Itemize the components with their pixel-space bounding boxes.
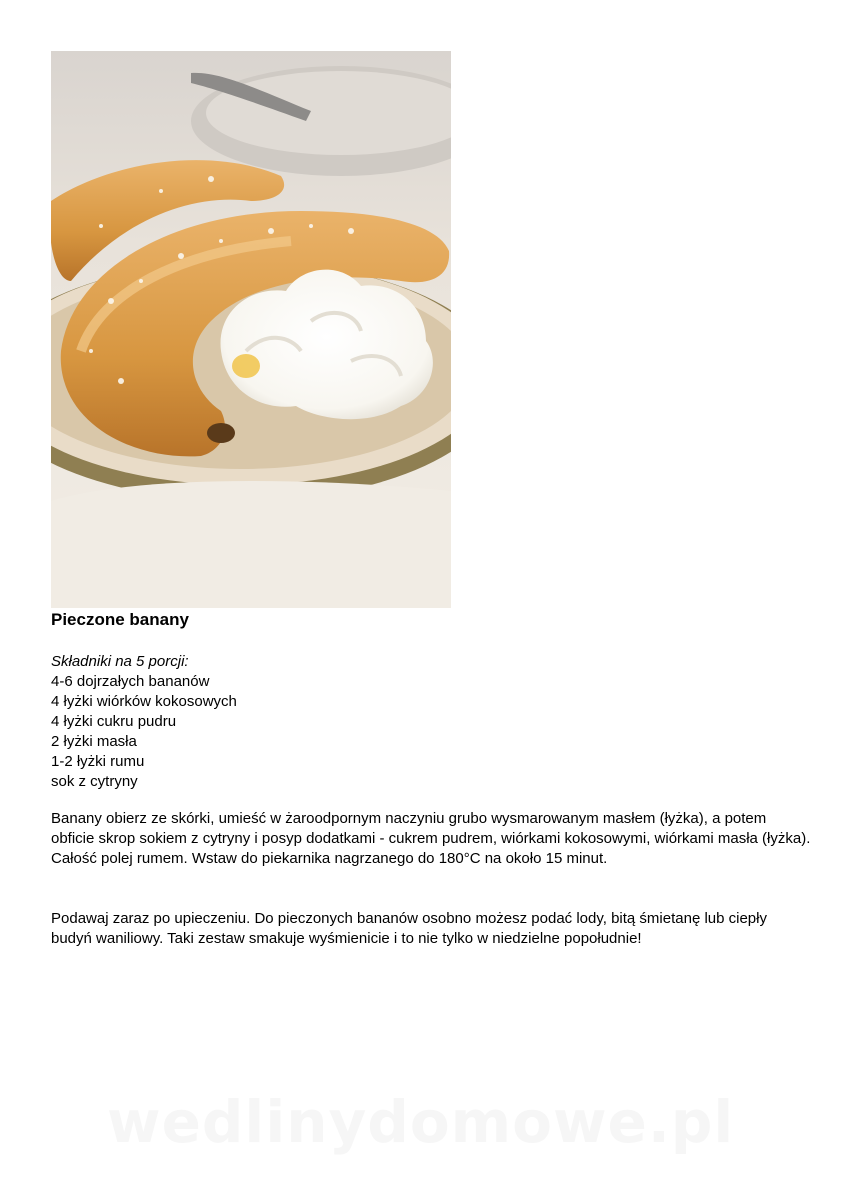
ingredient-item: 4 łyżki cukru pudru [51,713,177,730]
ingredient-item: 4-6 dojrzałych bananów [51,673,210,690]
ingredients-section [51,652,237,792]
ingredients-label: Składniki na 5 porcji: [51,653,189,670]
baked-bananas-photo [51,51,451,608]
ingredients-list [51,672,237,792]
ingredient-item: 2 łyżki masła [51,733,137,750]
ingredient-item: 4 łyżki wiórków kokosowych [51,693,237,710]
serving-paragraph: Podawaj zaraz po upieczeniu. Do pieczonych bananów osobno możesz podać lody, bitą śmietanę lub ciepły budyń waniliowy. Taki zestaw smakuje wyśmienicie i to nie tylko w niedzielne popołudnie! [51,910,767,947]
ingredient-item: 1-2 łyżki rumu [51,753,145,770]
ingredient-item: sok z cytryny [51,773,138,790]
preparation-paragraph: Banany obierz ze skórki, umieść w żaroodpornym naczyniu grubo wysmarowanym masłem (łyżka), a potem obficie skrop sokiem z cytryny i posyp dodatkami - cukrem pudrem, wiórkami kokosowymi, wiórkami masła (łyżka). Całość polej rumem. Wstaw do piekarnika nagrzanego do 180°C na około 15 minut. [51,810,811,867]
baked-bananas-illustration [51,51,451,608]
watermark-text: wedlinydomowe.pl [107,1088,735,1156]
recipe-title: Pieczone banany [51,610,189,629]
